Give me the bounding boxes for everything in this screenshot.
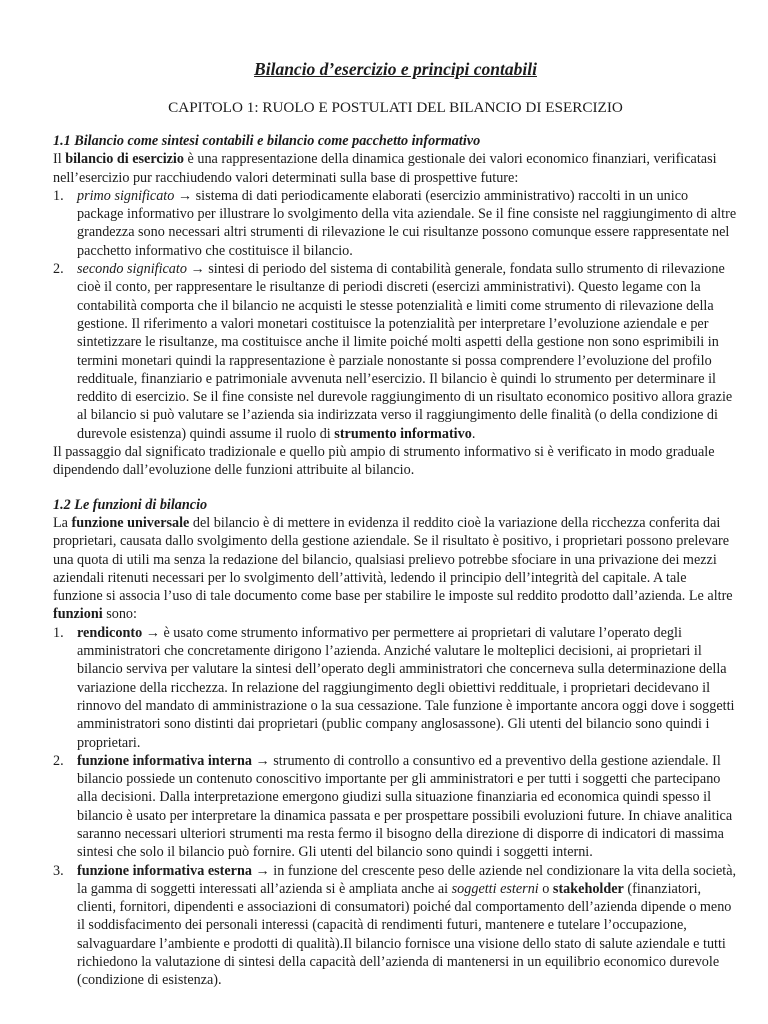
arrow-icon: →: [255, 862, 270, 879]
section-1-2-list: [53, 624, 738, 990]
arrow-icon: →: [190, 261, 205, 278]
section-1-1-intro: Il bilancio di esercizio è una rappresentazione della dinamica gestionale dei valori economico finanziari, verificatasi nell’esercizio pur racchiudendo valori determinati sulla base di prospettive future:: [53, 151, 717, 186]
list-item: 1. primo significato → sistema di dati periodicamente elaborati (esercizio amministrativo) raccolti in un unico package informativo per illustrare lo svolgimento della vita aziendale. Se il fine consiste nel raggiungimento di altre grandezza sono necessari altri strumenti di rilevazione le cui risultanze possono comunque essere rappresentate nel pacchetto informativo che costituisce il bilancio.: [53, 187, 737, 259]
document-title: Bilancio d’esercizio e principi contabili: [254, 59, 537, 79]
section-1-1-closing: Il passaggio dal significato tradizionale e quello più ampio di strumento informativo si è verificato in modo graduale dipendendo dall’evoluzione delle funzioni attribuite al bilancio.: [53, 444, 715, 479]
chapter-heading: CAPITOLO 1: RUOLO E POSTULATI DEL BILANCIO DI ESERCIZIO: [168, 99, 623, 116]
list-item: 2. secondo significato → sintesi di periodo del sistema di contabilità generale, fondata sullo strumento di rilevazione cioè il conto, per rappresentare le risultanze di periodi discreti (esercizi amministrativi). Questo legame con la contabilità comporta che il bilancio ne acquisti le stesse potenzialità e limiti come strumento di rilevazione della gestione. Il riferimento a valori monetari costituisce la potenzialità per interpretare l’evoluzione aziendale e per sintetizzare le risultanze, ma costituisce anche il limite poiché molti aspetti della gestione non sono esprimibili in termini monetari quindi la rappresentazione è parziale nonostante si possa comprendere l’evoluzione del profilo reddituale, finanziario e patrimoniale avvenuta nell’esercizio. Il bilancio è quindi lo strumento per determinare il reddito di esercizio. Se il fine consiste nel durevole raggiungimento di un risultato economico positivo allora grazie al bilancio si può valutare se l’azienda sia indirizzata verso il raggiungimento delle finalità (o della condizione di durevole esistenza) quindi assume il ruolo di strumento informativo.: [53, 261, 733, 442]
list-item: 2. funzione informativa interna → strumento di controllo a consuntivo ed a preventivo della gestione aziendale. Il bilancio possiede un contenuto conoscitivo importante per gli amministratori e per tutti i soggetti che partecipano alla decisioni. Dalla interpretazione emergono giudizi sulla situazione finanziaria ed economica quindi spesso il bilancio è usato per interpretare la dinamica passata e per prospettare possibili evoluzioni future. In chiave analitica saranno necessari ulteriori strumenti ma resta fermo il bisogno della direzione di disporre di indicatori di massima sintesi che solo il bilancio può fornire. Gli utenti del bilancio sono quindi i soggetti interni.: [53, 752, 733, 861]
section-1-1-list: [53, 187, 738, 443]
list-item: 3. funzione informativa esterna → in funzione del crescente peso delle aziende nel condizionare la vita della società, la gamma di soggetti interessati all’azienda si è ampliata anche ai soggetti esterni o stakeholder (finanziatori, clienti, fornitori, dipendenti e associazioni di consumatori) poiché dal comportamento dell’azienda dipende o meno il soddisfacimento dei personali interessi (capacità di rendimenti futuri, mantenere e tutelare l’occupazione, salvaguardare l’ambiente e prodotti di qualità).Il bilancio fornisce una visione dello stato di salute aziendale e tutti richiedono la valutazione di sintesi della capacità dell’azienda di mantenersi in un equilibrio economico durevole (condizione di esistenza).: [53, 862, 737, 989]
list-item: 1. rendiconto → è usato come strumento informativo per permettere ai proprietari di valutare l’operato degli amministratori che concretamente dirigono l’azienda. Anziché valutare le molteplici decisioni, ai proprietari il bilancio serviva per valutare la sintesi dell’operato degli amministratori che concerneva sulla determinazione della variazione della ricchezza. In relazione del raggiungimento degli obiettivi reddituale, i proprietari decidevano il rinnovo del mandato di amministrazione o la sua cessazione. Tale funzione è importante ancora oggi dove i soggetti amministratori sono distinti dai proprietari (public company anglosassone). Gli utenti del bilancio sono quindi i proprietari.: [53, 624, 735, 751]
arrow-icon: →: [255, 752, 270, 769]
section-1-2-intro: La funzione universale del bilancio è di mettere in evidenza il reddito cioè la variazione della ricchezza conferita dai proprietari, causata dallo svolgimento della gestione aziendale. Se il risultato è positivo, i proprietari possono prelevare una quota di utili ma senza la redazione del bilancio, qualsiasi prelievo potrebbe sfociare in una privazione dei mezzi aziendali ritenuti necessari per lo svolgimento dell’attività, ledendo il principio dell’integrità del capitale. A tale funzione si associa l’uso di tale documento come base per stabilire le imposte sul reddito prodotto dall’azienda. Le altre funzioni sono:: [53, 514, 733, 623]
arrow-icon: →: [177, 187, 193, 204]
arrow-icon: →: [145, 624, 160, 641]
section-heading-1-2: 1.2 Le funzioni di bilancio: [53, 496, 208, 513]
section-heading-1-1: 1.1 Bilancio come sintesi contabili e bilancio come pacchetto informativo: [53, 133, 481, 149]
